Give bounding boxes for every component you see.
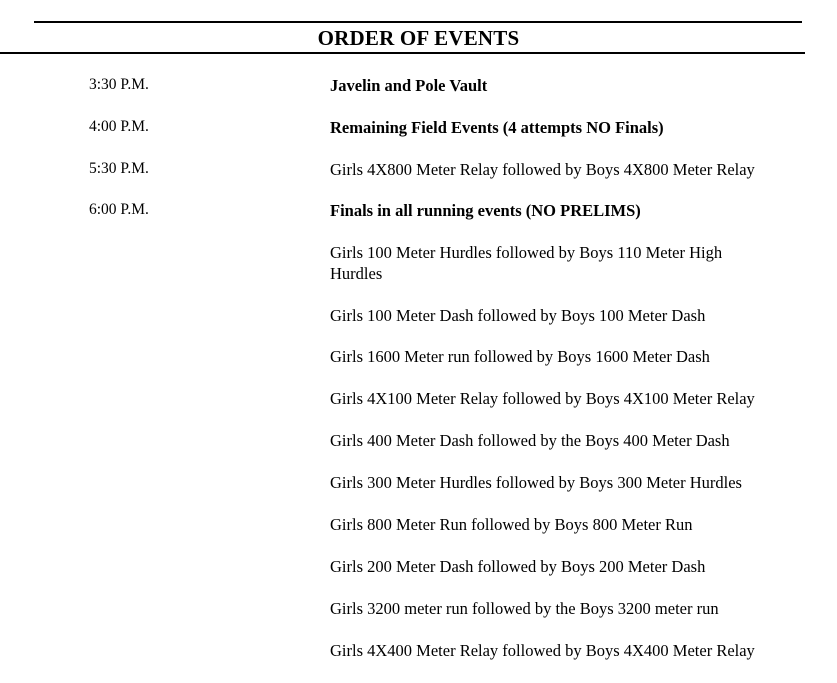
- schedule-time: 3:30 P.M.: [89, 76, 149, 93]
- schedule-time: 4:00 P.M.: [89, 118, 149, 135]
- running-event-item: Girls 3200 meter run followed by the Boys 3200 meter run: [330, 599, 719, 618]
- running-event-item: Girls 800 Meter Run followed by Boys 800 Meter Run: [330, 515, 693, 534]
- schedule-event: Girls 4X800 Meter Relay followed by Boys 4X800 Meter Relay: [330, 160, 755, 179]
- schedule-event: Javelin and Pole Vault: [330, 76, 488, 95]
- running-event-item: Girls 4X400 Meter Relay followed by Boys 4X400 Meter Relay: [330, 641, 755, 660]
- running-event-item: Girls 400 Meter Dash followed by the Boys 400 Meter Dash: [330, 431, 730, 450]
- running-event-item: Girls 1600 Meter run followed by Boys 1600 Meter Dash: [330, 347, 710, 366]
- schedule-event: Finals in all running events (NO PRELIMS): [330, 201, 641, 220]
- running-event-item: Girls 4X100 Meter Relay followed by Boys 4X100 Meter Relay: [330, 389, 755, 408]
- schedule-event: Remaining Field Events (4 attempts NO Finals): [330, 118, 664, 137]
- header-bottom-rule: [0, 52, 805, 54]
- schedule-time: 6:00 P.M.: [89, 201, 149, 218]
- schedule-time: 5:30 P.M.: [89, 160, 149, 177]
- header-top-rule: [34, 21, 802, 23]
- running-event-item: Girls 200 Meter Dash followed by Boys 200 Meter Dash: [330, 557, 706, 576]
- running-event-item: Girls 100 Meter Dash followed by Boys 100 Meter Dash: [330, 306, 706, 325]
- running-event-item: Girls 100 Meter Hurdles followed by Boys 110 Meter High Hurdles: [330, 243, 723, 283]
- running-event-item: Girls 300 Meter Hurdles followed by Boys 300 Meter Hurdles: [330, 473, 742, 492]
- page-title: ORDER OF EVENTS: [317, 26, 520, 50]
